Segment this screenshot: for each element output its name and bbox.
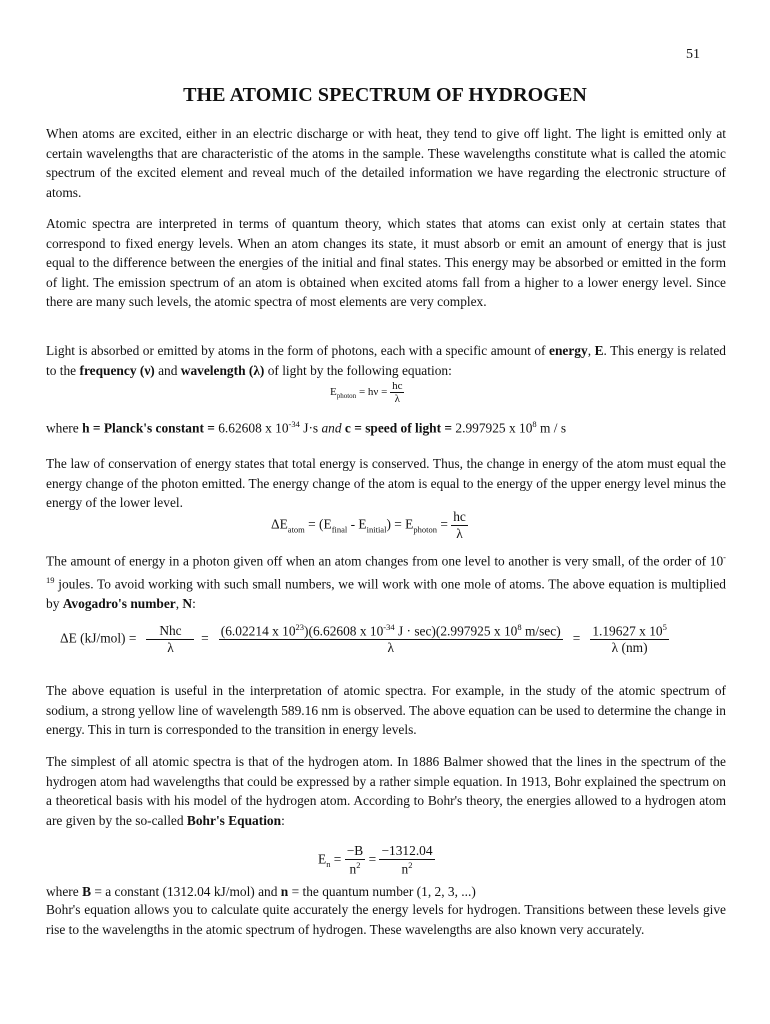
page-title: THE ATOMIC SPECTRUM OF HYDROGEN bbox=[183, 84, 587, 106]
equation-energy-change: $\Delta E_{atom} = (E_{final} - E_{initial}) = E_{photon}$ = $\frac{hc}{\lambda}$ bbox=[271, 509, 466, 541]
bohr-constants-line: where B = a constant (1312.04 kJ/mol) and n = the quantum number (1, 2, 3, ...) bbox=[46, 884, 476, 899]
equation-bohr: $E_n$ = $\frac{-B}{n^2}$ = $\frac{-1312.04}{n^2}$ bbox=[318, 843, 433, 877]
constants-line: where h = Planck's constant = 6.62608 x $10^{-34}$ J·s and c = speed of light = 2.997925 x $10^8$ m / s bbox=[46, 419, 567, 436]
paragraph-sodium: The above equation is useful in the interpretation of atomic spectra. For example, in the study of the atomic spectrum of sodium, a strong yellow line of wavelength 589.16 nm is observed. The above equation can be used to determine the change in energy. This in turn is corresponded to the transition in energy levels. bbox=[46, 683, 726, 737]
paragraph-conservation: The law of conservation of energy states that total energy is conserved. Thus, the change in energy of the atom must equal the energy change of the photon emitted. The energy change of the atom is equal to the energy of the upper energy level minus the energy of the lower level. bbox=[46, 456, 726, 510]
paragraph-photons: Light is absorbed or emitted by atoms in the form of photons, each with a specific amount of energy, E. This energy is related to the frequency (ν) and wavelength (λ) of light by the following equation: bbox=[46, 343, 726, 378]
paragraph-bohr-accuracy: Bohr's equation allows you to calculate quite accurately the energy levels for hydrogen. Transitions between these levels give rise to the wavelengths in the atomic spectrum of hydrogen. These wavelengths are also known very accurately. bbox=[46, 902, 726, 937]
paragraph-intro: When atoms are excited, either in an electric discharge or with heat, they tend to give off light. The light is emitted only at certain wavelengths that are characteristic of the atoms in the sample. These wavelengths constitute what is called the atomic spectrum of the excited element and reveal much of the detailed information we have regarding the electronic structure of atoms. bbox=[46, 126, 726, 200]
equation-molar-energy: ΔE (kJ/mol) = $\frac{\text{Nhc}}{\lambda}$ = (6.02214 x $10^{23})(6.62608$ x $10^{-34}$ J · sec)(2.997925 x $10^8$ m/sec) λ = $\frac{1.19627 x 10^5}{\lambda (nm)}$ bbox=[60, 622, 667, 656]
paragraph-mole: The amount of energy in a photon given off when an atom changes from one level to another is very small, of the order of $10^{-19}$ joules. To avoid working with such small numbers, we will work with one mole of atoms. The above equation is multiplied by Avogadro's number, N: bbox=[46, 552, 726, 611]
paragraph-quantum-theory: Atomic spectra are interpreted in terms of quantum theory, which states that atoms can exist only at certain states that correspond to fixed energy levels. When an atom changes its state, it must absorb or emit an amount of energy that is just equal to the difference between the energies of the initial and final states. This energy may be absorbed or emitted in the form of light. The emission spectrum of an atom is obtained when excited atoms fall from a higher to a lower energy level. Since there are many such levels, the atomic spectra of most elements are very complex. bbox=[46, 216, 726, 309]
equation-photon-energy: $E_{photon} = h\nu$ = $\frac{hc}{\lambda}$ bbox=[330, 380, 403, 405]
page-number: 51 bbox=[686, 47, 700, 62]
paragraph-hydrogen: The simplest of all atomic spectra is that of the hydrogen atom. In 1886 Balmer showed that the lines in the spectrum of the hydrogen atom had wavelengths that could be expressed by a rather simple equation. In 1913, Bohr explained the spectrum on a theoretical basis with his model of the hydrogen atom. According to Bohr's theory, the energies allowed to a hydrogen atom are given by the so-called Bohr's Equation: bbox=[46, 754, 726, 828]
